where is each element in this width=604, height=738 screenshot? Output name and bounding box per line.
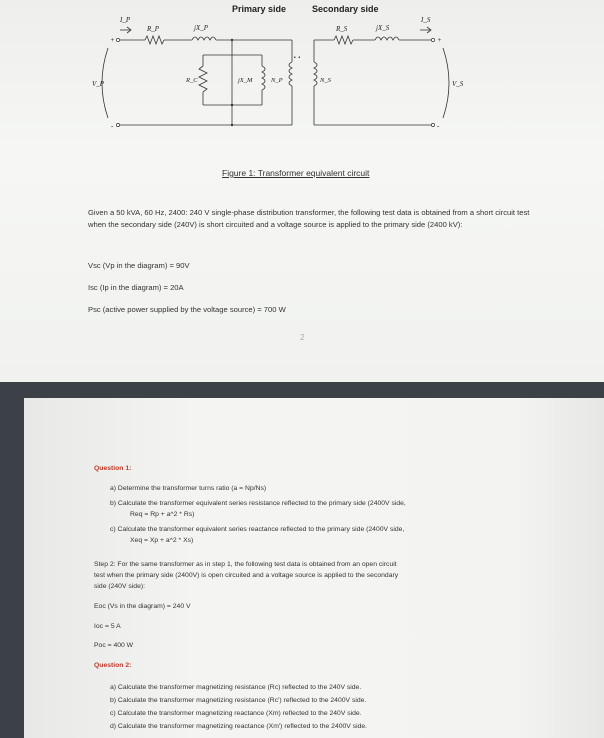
question-2-title: Question 2:	[94, 662, 132, 669]
q1-part-b-equation: Req = Rp + a^2 * Rs)	[130, 511, 195, 518]
ip-label: I_P	[120, 16, 131, 24]
is-label: I_S	[421, 16, 431, 24]
transformer-circuit-diagram	[0, 0, 604, 160]
dots-label: . .	[294, 50, 301, 60]
primary-side-label: Primary side	[232, 4, 287, 14]
minus-right: -	[437, 122, 440, 130]
q1-part-c: c) Calculate the transformer equivalent series reactance reflected to the primary side (2400V side,	[110, 526, 405, 533]
jxp-inductor	[192, 37, 216, 40]
poc-value: Poc = 400 W	[94, 642, 134, 649]
jxs-inductor	[375, 37, 399, 40]
secondary-side-label: Secondary side	[312, 4, 379, 14]
q1-part-c-equation: Xeq = Xp + a^2 * Xs)	[130, 537, 194, 544]
jxm-label: jX_M	[238, 77, 253, 84]
jxm-inductor	[262, 66, 265, 90]
psc-value: Psc (active power supplied by the voltage source) = 700 W	[88, 305, 286, 314]
ns-label: N_S	[320, 77, 331, 84]
figure-caption: Figure 1: Transformer equivalent circuit	[222, 168, 370, 178]
ns-coil	[314, 62, 317, 86]
page-2	[24, 398, 604, 738]
q1-part-a: a) Determine the transformer turns ratio (a = Np/Ns)	[110, 485, 267, 492]
rs-label: R_S	[336, 25, 348, 33]
q2-part-d: d) Calculate the transformer magnetizing reactance (Xm') reflected to the 2400V side.	[110, 723, 368, 730]
jxs-label: jX_S	[376, 24, 390, 32]
q2-part-a: a) Calculate the transformer magnetizing resistance (Rc) reflected to the 240V side.	[110, 684, 362, 691]
plus-right: +	[437, 36, 442, 44]
step-2-line-2: test when the primary side (2400V) is open circuited and a voltage source is applied to the secondary	[94, 572, 399, 579]
rs-resistor	[334, 36, 353, 44]
q2-part-b: b) Calculate the transformer magnetizing resistance (Rc') reflected to the 2400V side.	[110, 697, 367, 704]
np-coil	[289, 62, 292, 86]
q2-part-c: c) Calculate the transformer magnetizing reactance (Xm) reflected to the 240V side.	[110, 710, 362, 717]
rc-label: R_C	[186, 77, 198, 84]
step-2-line-3: side (240V side):	[94, 583, 146, 590]
q1-part-b: b) Calculate the transformer equivalent series resistance reflected to the primary side (2400V side,	[110, 500, 406, 507]
vp-label: V_P	[92, 80, 105, 88]
problem-intro: Given a 50 kVA, 60 Hz, 2400: 240 V single-phase distribution transformer, the following test data is obtained from a short circuit test when the secondary side (240V) is short circuited and a voltage source is applied to the primary side (2400 kV):	[88, 208, 530, 229]
rp-resistor	[145, 36, 164, 44]
vsc-value: Vsc (Vp in the diagram) = 90V	[88, 261, 190, 270]
rp-label: R_P	[147, 25, 160, 33]
minus-left: -	[111, 122, 114, 130]
eoc-value: Eoc (Vs in the diagram) = 240 V	[94, 603, 191, 610]
ioc-value: Ioc = 5 A	[94, 623, 121, 630]
vs-label: V_S	[452, 80, 464, 88]
page-number: 2	[300, 333, 305, 342]
plus-left: +	[110, 36, 115, 44]
rc-resistor	[199, 66, 207, 92]
jxp-label: jX_P	[194, 24, 208, 32]
step-2-line-1: Step 2: For the same transformer as in step 1, the following test data is obtained from an open circuit	[94, 561, 397, 568]
isc-value: Isc (Ip in the diagram) = 20A	[88, 283, 184, 292]
question-1-title: Question 1:	[94, 465, 132, 472]
np-label: N_P	[271, 77, 283, 84]
